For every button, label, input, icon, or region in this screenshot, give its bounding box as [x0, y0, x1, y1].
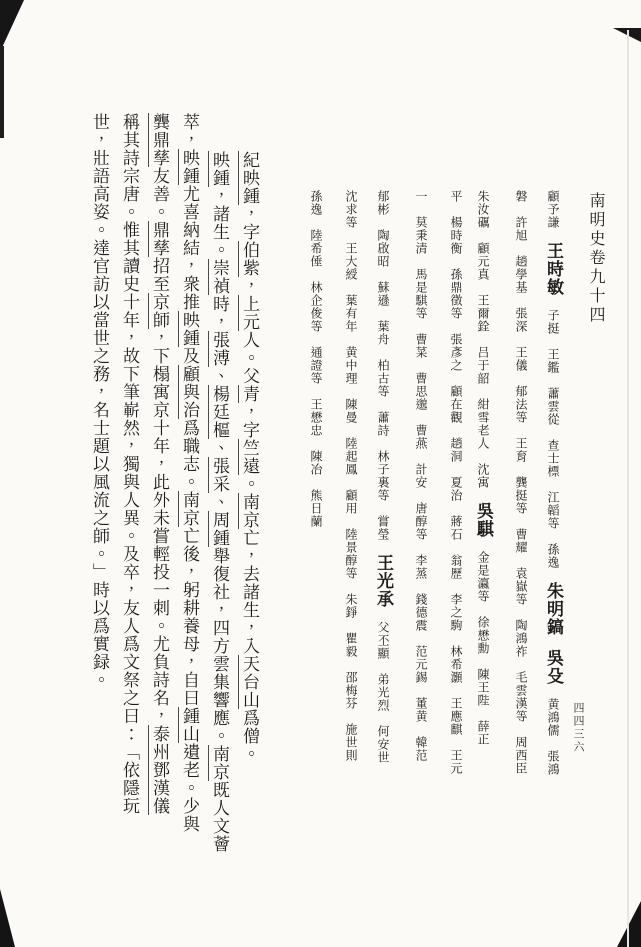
name-entry: 熊日蘭 [309, 489, 323, 528]
name-column [300, 190, 326, 541]
name-entry: 薛正 [476, 720, 490, 746]
name-entry: 黄鴻儒 [546, 698, 560, 737]
name-entry: 計安 [414, 463, 428, 489]
name-entry: 父丕顯 [376, 621, 390, 660]
name-entry: 王爾銓 [476, 294, 490, 333]
name-entry: 王育 [514, 437, 528, 463]
name-column [440, 190, 466, 788]
name-entry: 龔挺等 [514, 476, 528, 515]
proper-name-mark: 鼎孳 [149, 221, 169, 257]
name-entry: 查士標 [546, 439, 560, 478]
name-entry: 顧用 [344, 489, 358, 515]
name-entry: 顧元真 [476, 242, 490, 281]
proper-name-mark: 崇禎 [209, 259, 229, 295]
name-entry: 王時敏 [543, 242, 563, 296]
name-entry: 施世則 [344, 723, 358, 762]
scan-artifact-left-edge [0, 46, 4, 138]
name-entry: 王大綬 [344, 242, 358, 281]
name-entry: 顧予謙 [546, 190, 560, 229]
name-entry: 何安世 [376, 725, 390, 764]
text-line: 稱其詩宗唐。惟其讀史十年，故下筆嶄然，獨與人異。及卒，友人爲文祭之曰：「依隱玩 [119, 113, 139, 815]
name-entry: 蘇遜 [376, 281, 390, 307]
name-entry: 陸希倕 [309, 229, 323, 268]
proper-name-mark: 南京 [179, 491, 199, 527]
folio-number: 四四三六 [572, 702, 585, 754]
name-entry: 林子裏等 [376, 450, 390, 502]
name-entry: 沈寓 [476, 463, 490, 489]
name-entry: 莫秉清 [414, 216, 428, 255]
name-entry: 袁嶽等 [514, 567, 528, 606]
proper-name-mark: 張采 [209, 457, 229, 493]
proper-name-mark: 京師 [149, 293, 169, 329]
name-entry: 蕭詩 [376, 411, 390, 437]
name-entry: 朱汝礪 [476, 190, 490, 229]
text-line: 龔鼎孳友善。鼎孳招至京師，下榻寓京十年，此外未嘗輕投一刺。尤負詩名，泰州鄧漢儀 [149, 113, 169, 815]
proper-name-mark: 龔鼎孳 [149, 113, 169, 167]
page-edge-shadow [627, 30, 629, 947]
name-entry: 郁法等 [514, 385, 528, 424]
name-entry: 毛雲漢等 [514, 671, 528, 723]
name-column [370, 190, 396, 777]
name-entry: 朱錚 [344, 593, 358, 619]
name-entry: 孫鼎徵等 [449, 268, 463, 320]
name-entry: 曹菜 [414, 333, 428, 359]
name-entry: 平 [449, 190, 463, 203]
name-entry: 張彥之 [449, 333, 463, 372]
name-entry: 王鑑 [546, 348, 560, 374]
name-entry: 王應麒 [449, 697, 463, 736]
name-entry: 陶啟昭 [376, 229, 390, 268]
name-entry: 吳騏 [473, 502, 493, 538]
proper-name-mark: 上元 [239, 295, 259, 331]
name-entry: 蔣石 [449, 515, 463, 541]
name-entry: 吕于韶 [476, 346, 490, 385]
name-column [505, 190, 531, 788]
proper-name-mark: 南京 [209, 745, 229, 781]
proper-name-mark: 映鍾 [179, 149, 199, 185]
scan-artifact-bottom-right [617, 901, 641, 947]
name-entry: 黄中理 [344, 346, 358, 385]
name-entry: 沈求等 [344, 190, 358, 229]
name-column [470, 190, 496, 759]
name-entry: 孫逸 [546, 543, 560, 569]
name-entry: 曹耀 [514, 528, 528, 554]
name-entry: 葉舟 [376, 320, 390, 346]
proper-name-mark: 泰州 [149, 725, 169, 761]
name-entry: 趙學基 [514, 255, 528, 294]
name-entry: 王懋忠 [309, 398, 323, 437]
proper-name-mark: 周鍾 [209, 511, 229, 547]
name-entry: 王光承 [373, 554, 393, 608]
proper-name-mark: 竺遠 [239, 439, 259, 475]
name-entry: 吳殳 [543, 649, 563, 685]
name-entry: 陸起鳳 [344, 437, 358, 476]
name-entry: 趙洞 [449, 437, 463, 463]
name-column [540, 190, 566, 789]
proper-name-mark: 鍾山 [179, 707, 199, 743]
name-entry: 子挺 [546, 309, 560, 335]
name-entry: 嘗瑩 [376, 515, 390, 541]
proper-name-mark: 鄧漢儀 [149, 761, 169, 815]
name-entry: 弟光烈 [376, 673, 390, 712]
text-line: 萃，映鍾尤喜納結，衆推映鍾及顧與治爲職志。南京亡後，躬耕養母，自曰鍾山遺老。少與 [179, 113, 199, 833]
name-entry: 郁彬 [376, 190, 390, 216]
proper-name-mark: 青 [239, 385, 259, 403]
proper-name-mark: 映鍾 [209, 151, 229, 187]
name-entry: 朱明鎬 [543, 582, 563, 636]
proper-name-mark: 張溥 [209, 331, 229, 367]
name-entry: 孫逸 [309, 190, 323, 216]
name-entry: 林企俊等 [309, 281, 323, 333]
name-entry: 曹燕 [414, 424, 428, 450]
name-entry: 江韜等 [546, 491, 560, 530]
name-entry: 楊時衡 [449, 216, 463, 255]
name-entry: 瞿毅 [344, 632, 358, 658]
name-entry: 夏治 [449, 476, 463, 502]
name-entry: 王儀 [514, 346, 528, 372]
proper-name-mark: 天台山 [239, 655, 259, 709]
name-entry: 王元 [449, 749, 463, 775]
name-entry: 陳王陛 [476, 668, 490, 707]
name-entry: 李蒸 [414, 554, 428, 580]
name-entry: 許旭 [514, 216, 528, 242]
name-entry: 李之駒 [449, 593, 463, 632]
name-entry: 董黄 [414, 697, 428, 723]
body-text [82, 113, 264, 903]
name-entry: 韓范 [414, 736, 428, 762]
name-entry: 顧在觀 [449, 385, 463, 424]
name-entry: 徐懋勳 [476, 616, 490, 655]
name-entry: 柏古等 [376, 359, 390, 398]
name-entry: 馬是騏等 [414, 268, 428, 320]
proper-name-mark: 顧與治 [179, 365, 199, 419]
name-entry: 金是瀛等 [476, 551, 490, 603]
text-line: 世，壯語高姿。達官訪以當世之務，名士題以風流之師。」時以爲實録。 [89, 113, 109, 689]
scan-artifact-bottom-left [0, 889, 15, 947]
name-entry: 錢德震 [414, 593, 428, 632]
name-entry: 一 [414, 190, 428, 203]
name-entry: 邵梅芬 [344, 671, 358, 710]
name-entry: 翁歷 [449, 554, 463, 580]
proper-name-mark: 紀映鍾 [239, 151, 259, 205]
name-column [405, 190, 431, 775]
name-entry: 紺雪老人 [476, 398, 490, 450]
name-entry: 周西臣 [514, 736, 528, 775]
text-line: 紀映鍾，字伯紫，上元人。父青，字竺遠。南京亡，去諸生，入天台山爲僧。 [239, 151, 259, 763]
name-entry: 陳曼 [344, 398, 358, 424]
text-line: 映鍾，諸生。崇禎時，張溥、楊廷樞、張采、周鍾舉復社，四方雲集響應。南京既人文薈 [209, 151, 229, 853]
proper-name-mark: 楊廷樞 [209, 385, 229, 439]
proper-name-mark: 南京 [239, 493, 259, 529]
name-entry: 葉有年 [344, 294, 358, 333]
name-entry: 林希灝 [449, 645, 463, 684]
name-entry: 張深 [514, 307, 528, 333]
name-entry: 曹思邈 [414, 372, 428, 411]
name-entry: 陳冶 [309, 450, 323, 476]
name-entry: 陶鴻祚 [514, 619, 528, 658]
name-entry: 唐醇等 [414, 502, 428, 541]
name-entry: 陸景醇等 [344, 528, 358, 580]
proper-name-mark: 映鍾 [179, 311, 199, 347]
proper-name-mark: 伯紫 [239, 241, 259, 277]
scan-artifact-top-left [0, 0, 24, 52]
name-entry: 通證等 [309, 346, 323, 385]
name-column [335, 190, 361, 775]
name-entry: 張鴻 [546, 750, 560, 776]
name-entry: 范元錫 [414, 645, 428, 684]
volume-title: 南明史卷九十四 [587, 192, 606, 325]
name-entry: 蕭雲從 [546, 387, 560, 426]
name-entry: 磐 [514, 190, 528, 203]
